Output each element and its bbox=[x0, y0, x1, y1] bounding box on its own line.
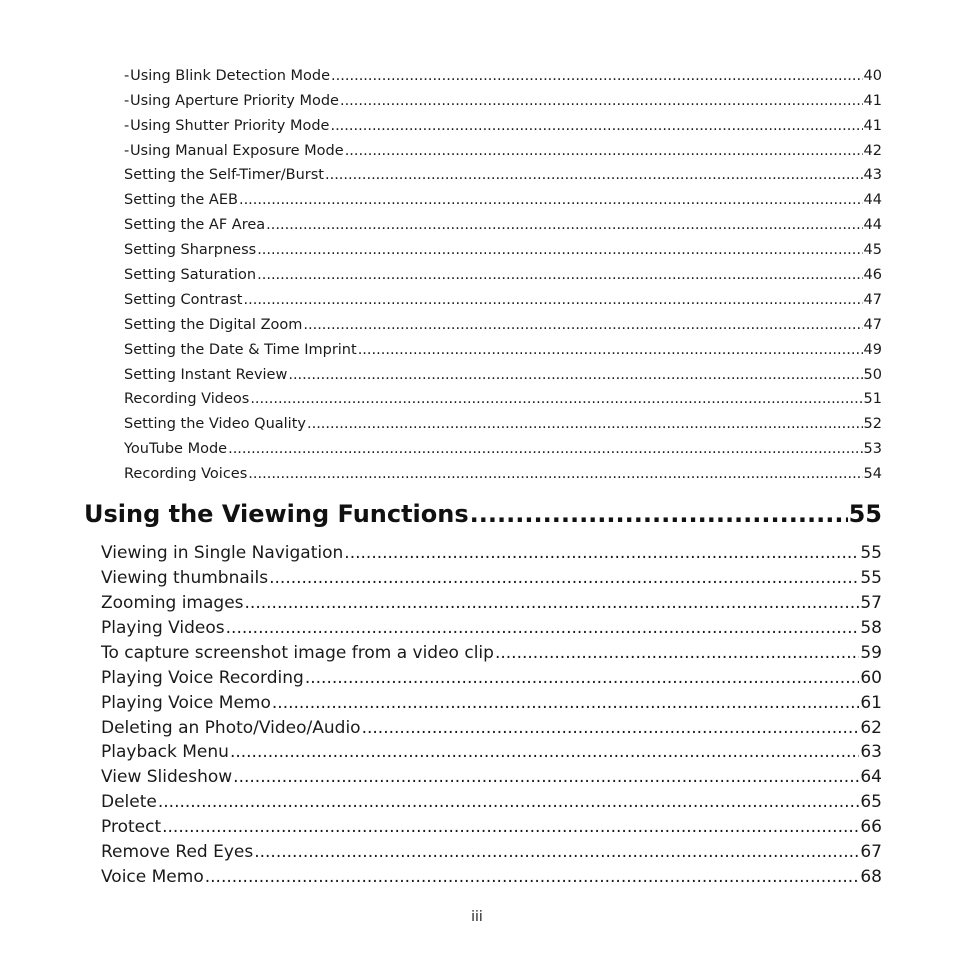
dot-leader bbox=[205, 867, 860, 887]
dot-leader bbox=[272, 693, 859, 713]
entry-page: 60 bbox=[860, 668, 882, 688]
entry-page: 45 bbox=[863, 242, 882, 258]
toc-entry[interactable] bbox=[101, 693, 882, 718]
dot-leader bbox=[257, 242, 862, 258]
entry-page: 51 bbox=[863, 391, 882, 407]
entry-title: Setting the Self-Timer/Burst bbox=[124, 167, 324, 183]
entry-title: Viewing in Single Navigation bbox=[101, 543, 344, 563]
entry-page: 54 bbox=[863, 466, 882, 482]
entry-page: 57 bbox=[860, 593, 882, 613]
entry-page: 43 bbox=[863, 167, 882, 183]
entry-title: Using Manual Exposure Mode bbox=[129, 143, 344, 159]
dot-leader bbox=[158, 792, 860, 812]
entry-title: Playing Voice Memo bbox=[101, 693, 271, 713]
toc-subentry[interactable] bbox=[124, 68, 882, 93]
entry-title: YouTube Mode bbox=[124, 441, 228, 457]
entry-page: 63 bbox=[860, 742, 882, 762]
toc-entry[interactable] bbox=[101, 867, 882, 892]
entry-page: 58 bbox=[860, 618, 882, 638]
toc-subentry[interactable] bbox=[124, 416, 882, 441]
entry-page: 40 bbox=[863, 68, 882, 84]
entry-page: 44 bbox=[863, 192, 882, 208]
entry-title: Delete bbox=[101, 792, 157, 812]
entry-dash: - bbox=[124, 68, 130, 84]
toc-subentry[interactable] bbox=[124, 192, 882, 217]
entry-page: 49 bbox=[863, 342, 882, 358]
entry-page: 68 bbox=[860, 867, 882, 887]
chapter-page: 55 bbox=[848, 500, 882, 528]
chapter-heading[interactable] bbox=[84, 500, 882, 532]
entry-title: Playing Voice Recording bbox=[101, 668, 304, 688]
entry-title: Setting the Date & Time Imprint bbox=[124, 342, 357, 358]
entry-title: Playback Menu bbox=[101, 742, 229, 762]
toc-subentry[interactable] bbox=[124, 292, 882, 317]
entry-page: 62 bbox=[860, 718, 882, 738]
toc-subentry[interactable] bbox=[124, 93, 882, 118]
entry-title: Zooming images bbox=[101, 593, 244, 613]
entry-title: Setting Sharpness bbox=[124, 242, 257, 258]
toc-subentry[interactable] bbox=[124, 391, 882, 416]
dot-leader bbox=[266, 217, 862, 233]
entry-title: Using Shutter Priority Mode bbox=[130, 118, 330, 134]
toc-entry[interactable] bbox=[101, 618, 882, 643]
entry-title: Deleting an Photo/Video/Audio bbox=[101, 718, 361, 738]
entry-page: 55 bbox=[860, 543, 882, 563]
entry-page: 44 bbox=[863, 217, 882, 233]
entry-page: 55 bbox=[860, 568, 882, 588]
dot-leader bbox=[340, 93, 863, 109]
dot-leader bbox=[331, 68, 862, 84]
entry-title: Setting the AEB bbox=[124, 192, 238, 208]
dot-leader bbox=[345, 143, 863, 159]
entry-page: 64 bbox=[860, 767, 882, 787]
toc-entry[interactable] bbox=[101, 568, 882, 593]
toc-entry[interactable] bbox=[101, 817, 882, 842]
entry-page: 53 bbox=[863, 441, 882, 457]
dot-leader bbox=[303, 317, 862, 333]
dot-leader bbox=[257, 267, 862, 283]
entry-page: 65 bbox=[860, 792, 882, 812]
entry-title: View Slideshow bbox=[101, 767, 233, 787]
toc-entry[interactable] bbox=[101, 842, 882, 867]
toc-subentry[interactable] bbox=[124, 441, 882, 466]
dot-leader bbox=[250, 391, 862, 407]
dot-leader bbox=[269, 568, 859, 588]
entry-page: 66 bbox=[860, 817, 882, 837]
dot-leader bbox=[162, 817, 859, 837]
entry-page: 41 bbox=[863, 93, 882, 109]
dot-leader bbox=[228, 441, 862, 457]
entry-title: Recording Videos bbox=[124, 391, 250, 407]
entry-dash: - bbox=[124, 143, 130, 159]
entry-title: Setting the Video Quality bbox=[124, 416, 306, 432]
dot-leader bbox=[495, 643, 859, 663]
dot-leader bbox=[307, 416, 863, 432]
toc-subentry[interactable] bbox=[124, 367, 882, 392]
chapter-title: Using the Viewing Functions bbox=[84, 500, 469, 528]
dot-leader bbox=[358, 342, 863, 358]
entry-dash: - bbox=[124, 118, 130, 134]
entry-title: Setting the AF Area bbox=[124, 217, 266, 233]
entry-page: 61 bbox=[860, 693, 882, 713]
dot-leader bbox=[245, 593, 860, 613]
dot-leader bbox=[288, 367, 862, 383]
entry-title: To capture screenshot image from a video clip bbox=[101, 643, 494, 663]
dot-leader bbox=[239, 192, 863, 208]
entry-title: Using Aperture Priority Mode bbox=[129, 93, 339, 109]
entry-page: 46 bbox=[863, 267, 882, 283]
toc-subentry[interactable] bbox=[124, 317, 882, 342]
entry-page: 47 bbox=[863, 292, 882, 308]
toc-entry[interactable] bbox=[101, 718, 882, 743]
toc-entry[interactable] bbox=[101, 792, 882, 817]
entry-page: 67 bbox=[860, 842, 882, 862]
toc-subentry[interactable] bbox=[124, 167, 882, 192]
dot-leader bbox=[344, 543, 859, 563]
dot-leader bbox=[248, 466, 862, 482]
toc-subentry[interactable] bbox=[124, 242, 882, 267]
entry-title: Using Blink Detection Mode bbox=[130, 68, 331, 84]
entry-page: 42 bbox=[863, 143, 882, 159]
dot-leader bbox=[254, 842, 859, 862]
toc-subentry[interactable] bbox=[124, 217, 882, 242]
dot-leader bbox=[470, 500, 848, 528]
entry-title: Protect bbox=[101, 817, 162, 837]
dot-leader bbox=[305, 668, 860, 688]
dot-leader bbox=[244, 292, 863, 308]
toc-entry[interactable] bbox=[101, 767, 882, 792]
entry-title: Viewing thumbnails bbox=[101, 568, 269, 588]
entry-title: Setting Contrast bbox=[124, 292, 243, 308]
entry-title: Setting the Digital Zoom bbox=[124, 317, 303, 333]
entry-dash: - bbox=[124, 93, 130, 109]
entry-page: 52 bbox=[863, 416, 882, 432]
dot-leader bbox=[362, 718, 860, 738]
entry-title: Playing Videos bbox=[101, 618, 225, 638]
toc-subentry[interactable] bbox=[124, 466, 882, 491]
dot-leader bbox=[330, 118, 862, 134]
toc-entry[interactable] bbox=[101, 643, 882, 668]
page-number: iii bbox=[471, 909, 483, 925]
toc-subentry[interactable] bbox=[124, 342, 882, 367]
dot-leader bbox=[226, 618, 860, 638]
toc-subentry[interactable] bbox=[124, 267, 882, 292]
toc-subentry[interactable] bbox=[124, 143, 882, 168]
dot-leader bbox=[325, 167, 863, 183]
toc-entry[interactable] bbox=[101, 593, 882, 618]
entry-title: Setting Saturation bbox=[124, 267, 257, 283]
entry-page: 59 bbox=[860, 643, 882, 663]
entry-page: 41 bbox=[863, 118, 882, 134]
entry-title: Recording Voices bbox=[124, 466, 248, 482]
toc-subentry[interactable] bbox=[124, 118, 882, 143]
dot-leader bbox=[230, 742, 859, 762]
entry-title: Voice Memo bbox=[101, 867, 204, 887]
toc-entry[interactable] bbox=[101, 668, 882, 693]
entry-page: 50 bbox=[863, 367, 882, 383]
entry-page: 47 bbox=[863, 317, 882, 333]
toc-entry[interactable] bbox=[101, 742, 882, 767]
toc-entry[interactable] bbox=[101, 543, 882, 568]
entry-title: Setting Instant Review bbox=[124, 367, 288, 383]
dot-leader bbox=[233, 767, 859, 787]
entry-title: Remove Red Eyes bbox=[101, 842, 254, 862]
